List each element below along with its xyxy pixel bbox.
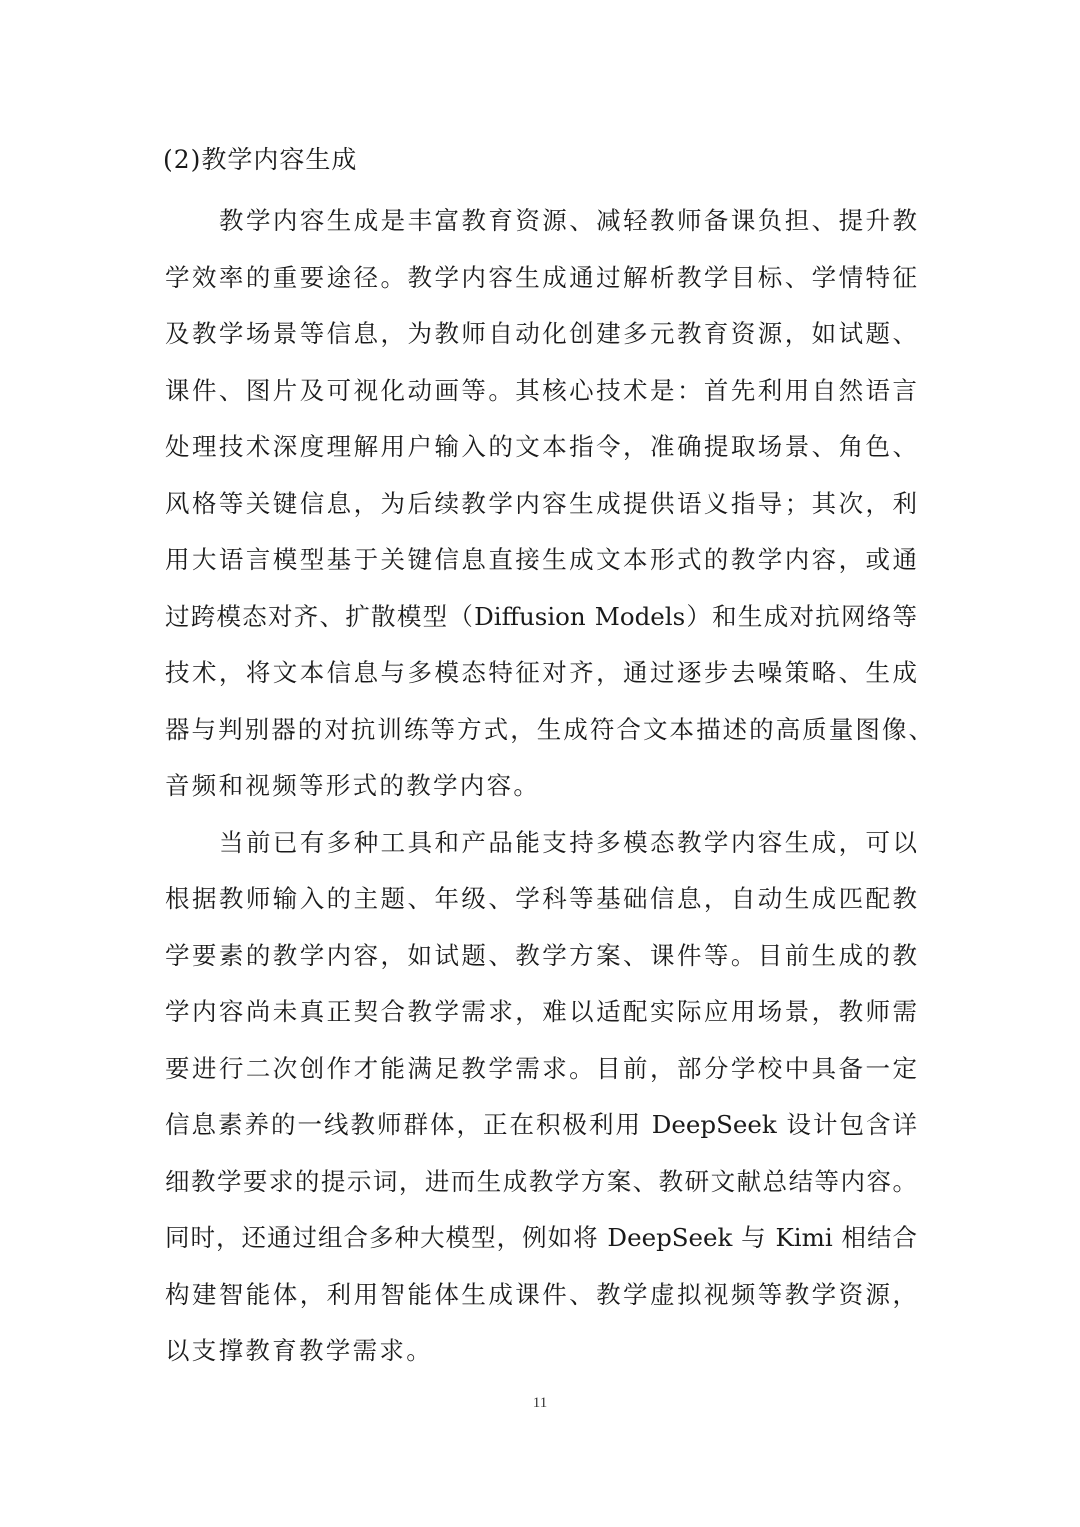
paragraph-line: 学内容尚未真正契合教学需求，难以适配实际应用场景，教师需 (165, 997, 917, 1026)
paragraph-line: 构建智能体，利用智能体生成课件、教学虚拟视频等教学资源， (165, 1280, 917, 1309)
paragraph-line: 过跨模态对齐、扩散模型（Diffusion Models）和生成对抗网络等 (165, 602, 917, 631)
paragraph-line: 及教学场景等信息，为教师自动化创建多元教育资源，如试题、 (165, 319, 917, 348)
paragraph-line: 音频和视频等形式的教学内容。 (165, 771, 541, 800)
paragraph-line: 细教学要求的提示词，进而生成教学方案、教研文献总结等内容。 (165, 1167, 917, 1196)
paragraph-line: 学效率的重要途径。教学内容生成通过解析教学目标、学情特征 (165, 263, 917, 292)
paragraph-line: 以支撑教育教学需求。 (165, 1336, 433, 1365)
paragraph-line: 教学内容生成是丰富教育资源、减轻教师备课负担、提升教 (219, 206, 917, 235)
paragraph-line: 信息素养的一线教师群体，正在积极利用 DeepSeek 设计包含详 (165, 1110, 917, 1139)
paragraph-line: 风格等关键信息，为后续教学内容生成提供语义指导；其次，利 (165, 489, 917, 518)
paragraph-line: 当前已有多种工具和产品能支持多模态教学内容生成，可以 (219, 828, 917, 857)
paragraph-line: 处理技术深度理解用户输入的文本指令，准确提取场景、角色、 (165, 432, 917, 461)
paragraph-line: 要进行二次创作才能满足教学需求。目前，部分学校中具备一定 (165, 1054, 917, 1083)
paragraph-line: 同时，还通过组合多种大模型，例如将 DeepSeek 与 Kimi 相结合 (165, 1223, 917, 1252)
paragraph-line: 技术，将文本信息与多模态特征对齐，通过逐步去噪策略、生成 (165, 658, 917, 687)
paragraph-line: 器与判别器的对抗训练等方式，生成符合文本描述的高质量图像、 (165, 715, 933, 744)
paragraph-line: 根据教师输入的主题、年级、学科等基础信息，自动生成匹配教 (165, 884, 917, 913)
page-number: 11 (532, 1395, 548, 1411)
paragraph-line: 用大语言模型基于关键信息直接生成文本形式的教学内容，或通 (165, 545, 917, 574)
section-heading: (2)教学内容生成 (163, 145, 358, 174)
paragraph-line: 学要素的教学内容，如试题、教学方案、课件等。目前生成的教 (165, 941, 917, 970)
paragraph-line: 课件、图片及可视化动画等。其核心技术是：首先利用自然语言 (165, 376, 917, 405)
